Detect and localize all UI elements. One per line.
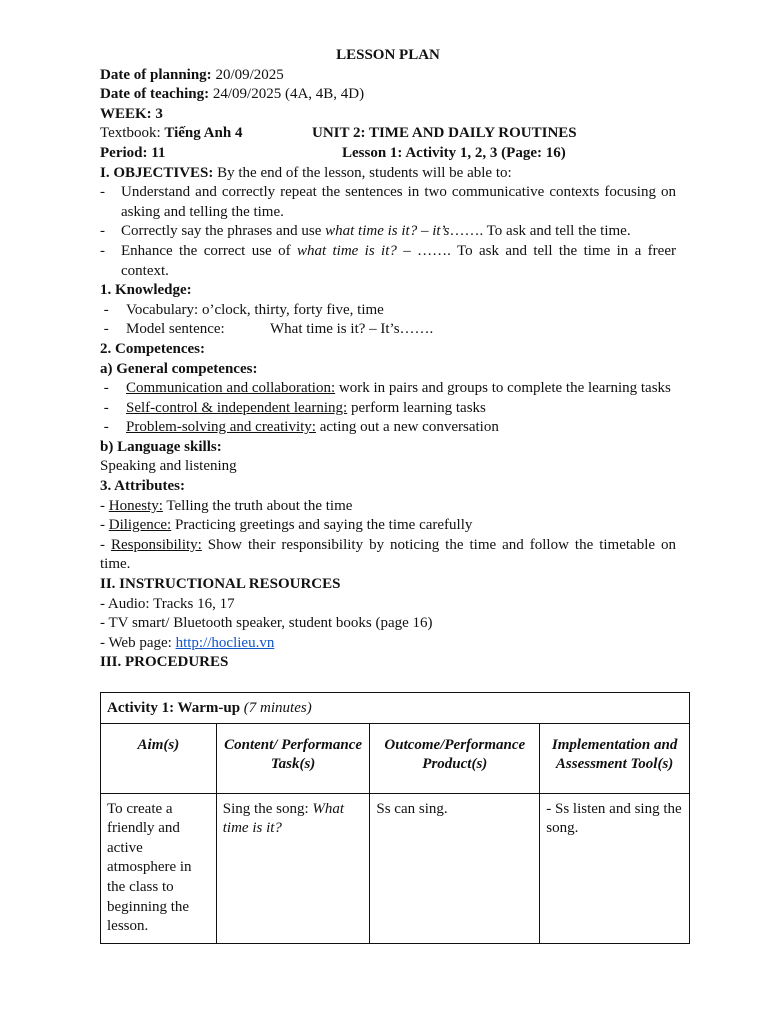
attribute-item: - Honesty: Telling the truth about the time — [100, 497, 353, 514]
knowledge-item: - Model sentence: What time is it? – It’s……. — [100, 320, 676, 340]
resource-audio: - Audio: Tracks 16, 17 — [100, 595, 235, 612]
header-content: Content/ Performance Task(s) — [216, 723, 370, 793]
objective-item: - Correctly say the phrases and use what time is it? – it’s……. To ask and tell the time. — [100, 222, 676, 242]
period-row — [100, 144, 676, 164]
vocabulary: Vocabulary: o’clock, thirty, forty five, time — [126, 301, 384, 318]
attributes-heading: 3. Attributes: — [100, 478, 185, 495]
web-page-link[interactable]: http://hoclieu.vn — [175, 634, 275, 651]
resource-tv: - TV smart/ Bluetooth speaker, student books (page 16) — [100, 615, 433, 632]
header-implementation: Implementation and Assessment Tool(s) — [540, 723, 690, 793]
lesson-plan-page — [100, 46, 676, 673]
table-row — [101, 793, 690, 943]
date-of-planning — [100, 66, 676, 86]
competence-item: - Self-control & independent learning: perform learning tasks — [100, 399, 486, 416]
header-outcome: Outcome/Performance Product(s) — [370, 723, 540, 793]
date-teaching-value: 24/09/2025 (4A, 4B, 4D) — [209, 86, 365, 103]
knowledge-item: - Vocabulary: o’clock, thirty, forty five, time — [100, 301, 676, 321]
resources-heading: II. INSTRUCTIONAL RESOURCES — [100, 576, 341, 593]
table-header-row — [101, 723, 690, 793]
lesson-title: Lesson 1: Activity 1, 2, 3 (Page: 16) — [342, 144, 566, 161]
attribute-item: - Responsibility: Show their responsibility by noticing the time and follow the timetable on time. — [100, 536, 676, 573]
procedures-heading: III. PROCEDURES — [100, 654, 229, 671]
textbook-row — [100, 124, 676, 144]
implementation-cell: - Ss listen and sing the song. — [540, 793, 690, 943]
competence-item: - Communication and collaboration: work in pairs and groups to complete the learning tasks — [100, 380, 671, 397]
date-of-teaching — [100, 85, 676, 105]
date-planning-label: Date of planning: — [100, 66, 212, 83]
objective-item: - Understand and correctly repeat the sentences in two communicative contexts focusing on asking and telling the time. — [100, 183, 676, 222]
language-skills-heading: b) Language skills: — [100, 438, 222, 455]
activity-title: Activity 1: Warm-up — [107, 700, 241, 716]
page-title: LESSON PLAN — [336, 47, 440, 63]
textbook-label: Textbook: — [100, 125, 165, 142]
objective-text: Understand and correctly repeat the sentences in two communicative contexts focusing on asking and telling the time. — [121, 184, 676, 220]
date-planning-value: 20/09/2025 — [211, 66, 284, 83]
aim-cell: To create a friendly and active atmosphere in the class to beginning the lesson. — [101, 793, 217, 943]
period: Period: 11 — [100, 144, 166, 161]
attribute-item: - Diligence: Practicing greetings and saying the time carefully — [100, 517, 473, 534]
activity-title-cell — [101, 693, 690, 724]
objectives-heading: I. OBJECTIVES: — [100, 164, 214, 181]
knowledge-heading: 1. Knowledge: — [100, 282, 192, 299]
objective-text: Enhance the correct use of what time is it? – ……. To ask and tell the time in a freer context. — [121, 242, 676, 279]
model-sentence-label: Model sentence: — [126, 321, 225, 338]
language-skills-text: Speaking and listening — [100, 458, 237, 475]
general-competences-heading: a) General competences: — [100, 360, 258, 377]
unit-title: UNIT 2: TIME AND DAILY ROUTINES — [312, 125, 577, 142]
week: WEEK: 3 — [100, 105, 163, 122]
model-sentence-value: What time is it? – It’s……. — [270, 321, 434, 338]
textbook — [100, 124, 312, 144]
outcome-cell: Ss can sing. — [370, 793, 540, 943]
resource-web: - Web page: http://hoclieu.vn — [100, 634, 275, 651]
procedures-table — [100, 692, 690, 944]
activity-row — [101, 693, 690, 724]
header-aims: Aim(s) — [101, 723, 217, 793]
date-teaching-label: Date of teaching: — [100, 86, 210, 103]
competences-heading: 2. Competences: — [100, 340, 205, 357]
textbook-value: Tiếng Anh 4 — [164, 125, 243, 142]
activity-time: (7 minutes) — [240, 700, 312, 716]
competence-item: - Problem-solving and creativity: acting out a new conversation — [100, 419, 499, 436]
objective-item: - Enhance the correct use of what time is it? – ……. To ask and tell the time in a freer context. — [100, 242, 676, 281]
objective-text: Correctly say the phrases and use what time is it? – it’s……. To ask and tell the time. — [121, 223, 631, 240]
content-cell: Sing the song: What time is it? — [216, 793, 370, 943]
objectives-intro: By the end of the lesson, students will be able to: — [213, 164, 512, 181]
objectives — [100, 164, 676, 184]
